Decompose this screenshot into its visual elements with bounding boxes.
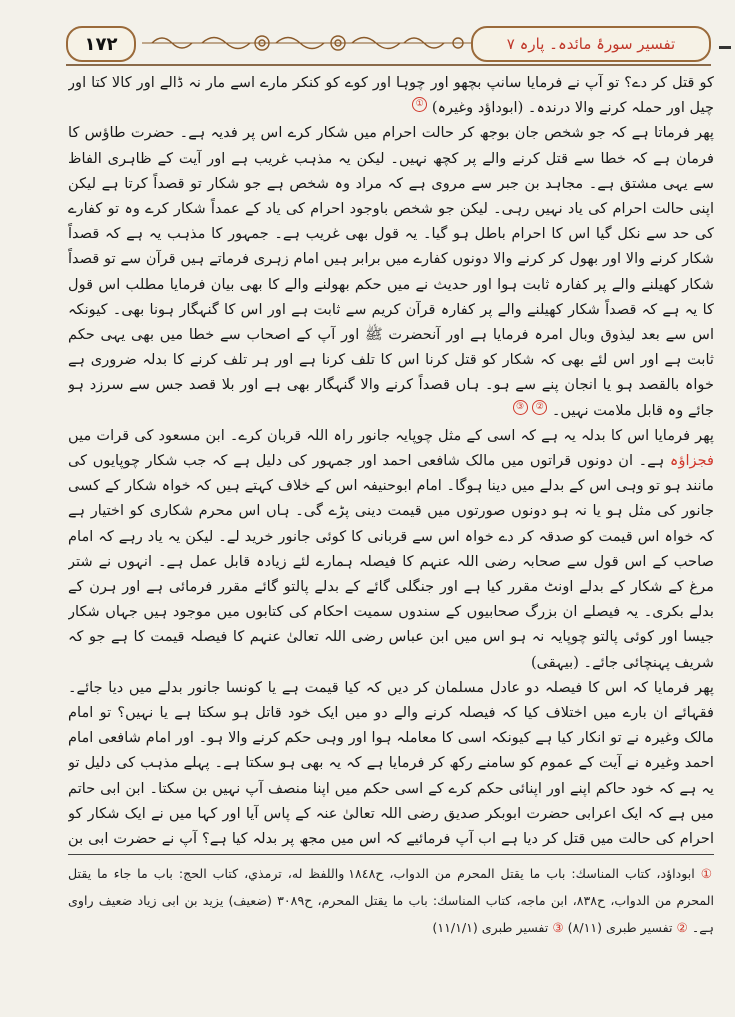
page-number: ۱۷۲ [66, 26, 136, 62]
footnote [68, 860, 714, 941]
footnote-ref: ② [532, 400, 547, 415]
decorative-ornament-icon [142, 32, 472, 54]
main-text [68, 70, 714, 850]
paragraph-text: کو قتل کر دے؟ تو آپ نے فرمایا سانپ بچھو اور چوہا اور کوے کو کنکر مارے اسے مار نہ ڈالے اور کالا کتا اور چیل اور حملہ کرنے والا درندہ۔ (ابوداؤد وغیرہ) [68, 74, 714, 117]
chapter-title: تفسیر سورۂ مائدہ۔ پارہ ۷ [471, 26, 711, 62]
footnote-number: ② [676, 920, 688, 935]
paragraph [68, 70, 714, 120]
footnote-ref: ③ [513, 400, 528, 415]
paragraph-text: پھر فرماتا ہے کہ جو شخص جان بوجھ کر حالت احرام میں شکار کرے اس پر فدیہ ہے۔ حضرت طاؤس کا فرمان ہے کہ خطا سے قتل کرنے والے پر کچھ نہیں۔ لیکن یہ مذہب غریب ہے اور آیت کے ظاہری الفاظ سے یہی مشتق ہے۔ مجاہد بن جبر سے مروی ہے کہ مراد وہ شخص ہے جو شکار تو قصداً کرتا ہے لیکن اپنی حالت احرام کی یاد نہیں رہی۔ لیکن جو شخص باوجود احرام کی یاد کے عمداً شکار کرے وہ تو کفارے کی حد سے نکل گیا اس کا احرام باطل ہو گیا۔ یہ قول بھی غریب ہے۔ جمہور کا مذہب یہ ہے کہ قصداً شکار کرنے والا اور بھول کر کرنے والا دونوں کفارے میں برابر ہیں امام زہری فرماتے ہیں قرآن سے تو قصداً شکار کھیلنے والے پر کفارہ ثابت ہوا اور حدیث نے میں حکم بھولنے والے کا بھی بیان فرمایا مطلب اس قول کا یہ ہے کہ قصداً شکار کھیلنے والے پر کفارہ قرآن کریم سے ثابت ہے اور اس کا گنہگار ہونا بھی۔ کیونکہ اس سے بعد لیذوق وبال امرہ فرمایا ہے اور آنحضرت ﷺ اور آپ کے اصحاب سے خطا میں بھی یہی حکم ثابت ہے اور اس لئے بھی کہ شکار کو قتل کرنا اس کا تلف کرنا ہے اور ہر تلف کرنے کا بدلہ ضروری ہے خواہ بالقصد ہو یا انجان پنے سے ہو۔ ہاں قصداً کرنے والا گنہگار بھی ہے اور بلا قصد جس سے سرزد ہو جائے وہ قابل ملامت نہیں۔ [68, 124, 714, 419]
edge-mark [719, 46, 731, 49]
paragraph [68, 120, 714, 422]
quranic-reading-highlight: فجزاؤہ [669, 452, 714, 470]
paragraph-text: پھر فرمایا کہ اس کا فیصلہ دو عادل مسلمان کر دیں کہ کیا قیمت ہے یا کونسا جانور بدلے میں دیا جائے۔ فقہائے ان بارے میں اختلاف کیا کہ فیصلہ کرنے والے دو میں ایک خود قاتل ہو سکتا ہے یا نہیں؟ تو امام مالک وغیرہ نے تو انکار کیا ہے کیونکہ اسی کا معاملہ ہوا اور وہی حکم کرنے والا ہو۔ اور امام شافعی امام احمد وغیرہ نے آیت کے عموم کو سامنے رکھ کر فرمایا ہے کہ یہ بھی ہو سکتا ہے۔ پہلے مذہب کی دلیل تو یہ ہے کہ خود حاکم اپنے اور اپنائی حکم کرے کے اسی حکم میں اپنا منصف آپ نہیں بن سکتا۔ ابن ابی حاتم میں ہے کہ ایک اعرابی حضرت ابوبکر صدیق رضی اللہ تعالیٰ عنہ کے پاس آیا اور کہا میں نے ایک شکار کو احرام کی حالت میں قتل کر دیا ہے اب آپ فرمائیے کہ اس میں مجھ پر بدلہ کیا ہے؟ آپ نے حضرت ابی بن [68, 678, 714, 848]
paragraph [68, 675, 714, 850]
footnote-text: تفسیر طبری (٨/١١) [567, 920, 673, 935]
footnote-number: ③ [552, 920, 564, 935]
footnote-number: ① [700, 866, 714, 881]
footnote-ref: ① [412, 97, 427, 112]
footnote-text: ابوداؤد، كتاب المناسك: باب ما يقتل المحرم من الدواب، ح١٨٤٨ واللفظ له، ترمذي، كتاب الحج: باب ما جاء ما يقتل المحرم من الدواب، ح٨٣٨، ابن ماجه، كتاب المناسك: باب ما يقتل المحرم، ح٣٠٨٩ (ضعیف) یزید بن ابی زیاد ضعیف راوی ہے۔ [68, 866, 714, 935]
paragraph-text: ہے۔ ان دونوں قراتوں میں مالک شافعی احمد اور جمہور کی دلیل ہے کہ جب شکار چوپایوں کی مانند ہو تو وہی اس کے بدلے میں دینا ہوگا۔ امام ابوحنیفہ اس کے خلاف کہتے ہیں کہ خواہ شکار کے کسی جانور کی مثل ہو یا نہ ہو دونوں صورتوں میں قیمت دینی پڑے گی۔ ہاں اس محرم شکاری کو اختیار ہے کہ خواہ اس قیمت کو صدقہ کر دے خواہ اس سے قربانی کا کوئی جانور خرید لے۔ لیکن یہ یاد رہے کہ امام صاحب کے اس قول سے صحابہ رضی اللہ عنہم کا فیصلہ ہمارے لئے زیادہ قابل عمل ہے۔ انہوں نے شتر مرغ کے شکار کے بدلے اونٹ مقرر کیا ہے اور جنگلی گائے کے بدلے پالتو گائے مقرر فرمائی ہے اور ہرن کے بدلے بکری۔ یہ فیصلے ان بزرگ صحابیوں کے سندوں سمیت احکام کی کتابوں میں موجود ہیں جہاں شکار جیسا اور کوئی پالتو چوپایہ نہ ہو اس میں ابن عباس رضی اللہ تعالیٰ عنہم کا فیصلہ قیمت کا ہے جو کہ شریف پہنچائی جائے۔ (بیہقی) [68, 452, 714, 671]
paragraph-text: پھر فرمایا اس کا بدلہ یہ ہے کہ اسی کے مثل چوپایہ جانور راہ اللہ قربان کرے۔ ابن مسعود کی قرات میں [68, 426, 714, 444]
paragraph [68, 423, 714, 675]
footnote-divider [68, 854, 714, 855]
footnote-text: تفسیر طبری (١١/١/١) [432, 920, 549, 935]
footnotes [68, 860, 714, 960]
header-divider [66, 64, 711, 66]
page-header [66, 22, 711, 66]
